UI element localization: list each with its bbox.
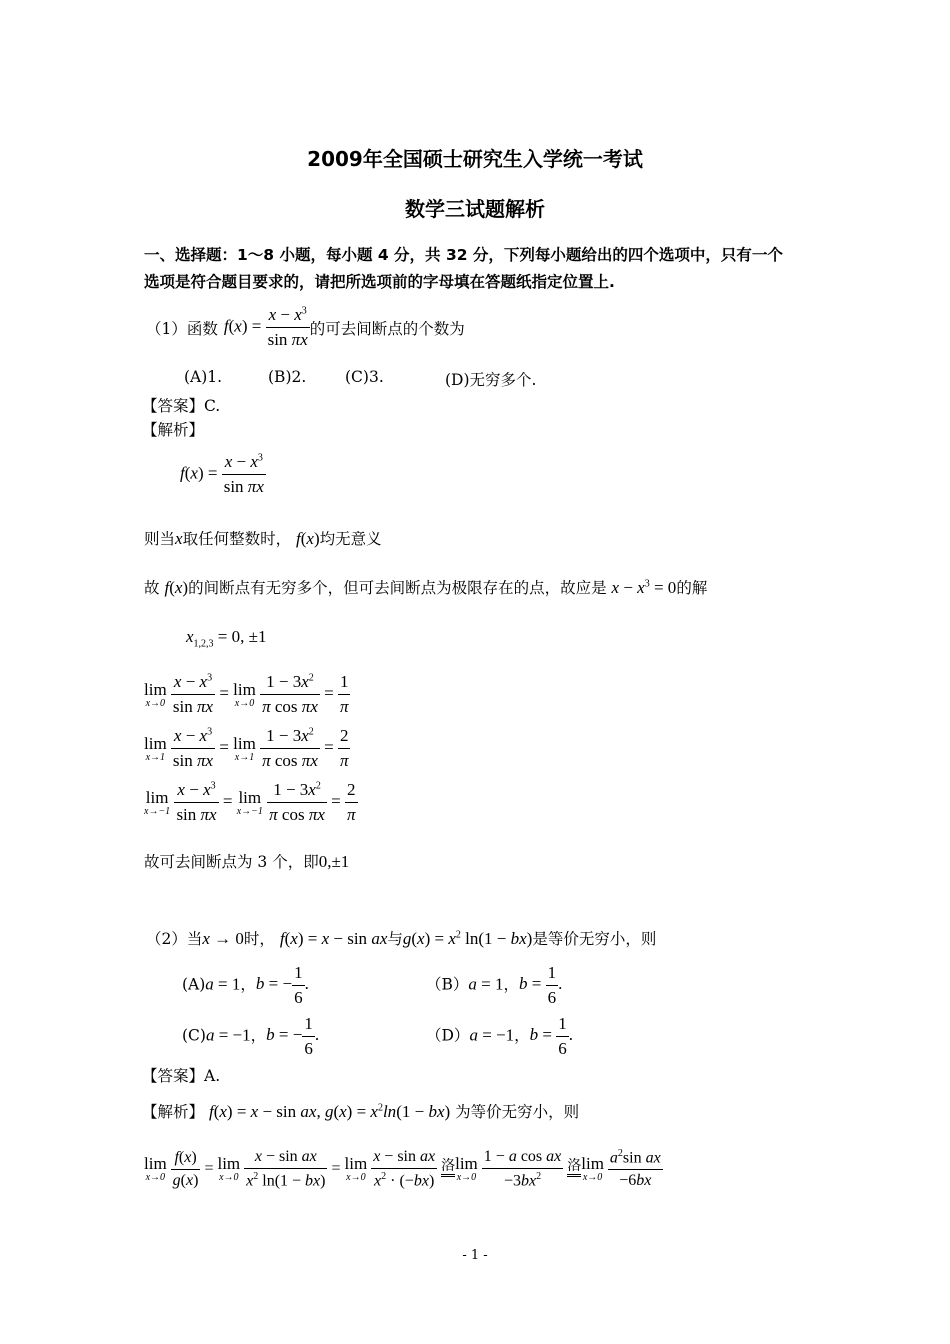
q1-limit-at-minus-1: lim x→−1 $\frac{x - x^3}{\text{sin πx}}$ = lim x→−1 $\frac{1 - 3x^2}{\text{π cos πx}}$ = $\frac{2}{\pi}$ bbox=[144, 780, 356, 824]
page-number: - 1 - bbox=[462, 1248, 488, 1263]
q1-function-display: f(x) = $\frac{x - x^3}{\text{sin πx}}$ bbox=[180, 452, 264, 496]
q1-option-a: (A)1. bbox=[184, 368, 223, 386]
q1-roots: $x_{1,2,3} = 0$, ±1 bbox=[186, 627, 267, 650]
page-subtitle: 数学三试题解析 bbox=[405, 197, 545, 221]
q2-option-b: （B）a = 1，b = $\frac{1}{6}$ . bbox=[426, 963, 563, 1007]
q1-function-formula: f(x) = $\frac{x - x^3}{\text{sin πx}}$ bbox=[223, 305, 308, 349]
q1-analysis-line-b: 故 f(x)的间断点有无穷多个，但可去间断点为极限存在的点，故应是 $x - x^3 = 0$的解 bbox=[144, 578, 708, 597]
q1-suffix: 的可去间断点的个数为 bbox=[309, 319, 465, 338]
q1-option-b: (B)2. bbox=[268, 368, 307, 386]
question-2-statement: （2）当x → 0时， f(x) = x − sin ax与$g(x) = x^2$ ln(1 − bx)是等价无穷小，则 bbox=[146, 929, 657, 948]
q1-limit-at-0: lim x→0 $\frac{x - x^3}{\text{sin πx}}$ = lim x→0 $\frac{1 - 3x^2}{\text{π cos πx}}$ = $\frac{1}{\pi}$ bbox=[144, 672, 349, 716]
q2-option-a: (A)a = 1，b = − $\frac{1}{6}$ . bbox=[182, 963, 309, 1007]
q2-analysis-line: 【解析】 f(x) = x − sin ax, $g(x) = x^2\ln(1 - bx)$ 为等价无穷小，则 bbox=[142, 1102, 580, 1121]
q2-answer: 【答案】A. bbox=[142, 1067, 221, 1085]
q2-option-c: (C)a = −1，b = − $\frac{1}{6}$ . bbox=[182, 1014, 320, 1058]
section-heading-line1: 一、选择题：1～8 小题，每小题 4 分，共 32 分，下列每小题给出的四个选项中，只有一个 bbox=[144, 246, 783, 264]
question-1-statement bbox=[146, 305, 465, 350]
q1-option-c: (C)3. bbox=[345, 368, 384, 386]
q1-conclusion: 故可去间断点为 3 个，即0,±1 bbox=[144, 852, 350, 871]
q1-prefix: （1）函数 bbox=[146, 319, 218, 338]
q1-option-d: (D)无穷多个. bbox=[445, 371, 537, 389]
q1-analysis-label: 【解析】 bbox=[142, 421, 205, 439]
q2-option-d: （D）a = −1，b = $\frac{1}{6}$ . bbox=[426, 1014, 573, 1058]
q1-limit-at-1: lim x→1 $\frac{x - x^3}{\text{sin πx}}$ = lim x→1 $\frac{1 - 3x^2}{\text{π cos πx}}$ = $\frac{2}{\pi}$ bbox=[144, 726, 349, 770]
q1-analysis-line-a: 则当x取任何整数时， f(x)均无意义 bbox=[144, 529, 382, 548]
q1-answer: 【答案】C. bbox=[142, 397, 221, 415]
page-title: 2009年全国硕士研究生入学统一考试 bbox=[307, 147, 643, 171]
q2-limit-chain: lim x→0 $\frac{f(x)}{g(x)}$ = lim x→0 $\frac{\text{x − sin ax}}{x^2 \ln(1 - bx)}$ = lim x→0 $\frac{\text{x − sin ax}}{x^2 \cdot (-bx)}$ 洛 lim x→0 $\frac{\text{1 − a cos ax}}{-3bx^2}$ 洛 lim x→0 $\frac{a^2\sin ax}{-6bx}$ bbox=[144, 1148, 661, 1190]
section-heading-line2: 选项是符合题目要求的，请把所选项前的字母填在答题纸指定位置上. bbox=[144, 273, 615, 291]
